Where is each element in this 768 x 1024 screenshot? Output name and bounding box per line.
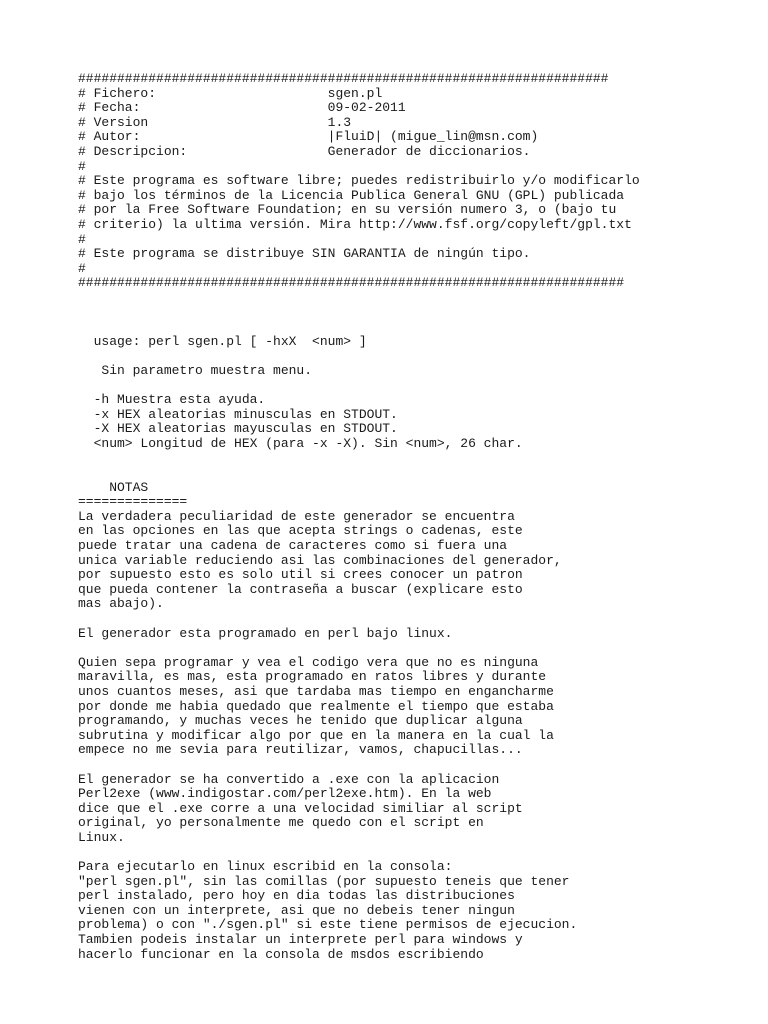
- text-line: Quien sepa programar y vea el codigo vera que no es ninguna: [78, 654, 539, 670]
- text-line: en las opciones en las que acepta strings o cadenas, este: [78, 523, 523, 539]
- license-header: [78, 72, 758, 291]
- notas-heading: NOTAS: [78, 479, 149, 495]
- text-line: unica variable reduciendo asi las combinaciones del generador,: [78, 552, 562, 568]
- text-line: Para ejecutarlo en linux escribid en la consola:: [78, 859, 453, 875]
- paragraph: [78, 773, 758, 846]
- header-license-line: # Este programa es software libre; puedes redistribuirlo y/o modificarlo: [78, 173, 640, 189]
- usage-option: -X HEX aleatorias mayusculas en STDOUT.: [78, 421, 398, 437]
- text-line: problema) o con "./sgen.pl" si este tiene permisos de ejecucion.: [78, 917, 578, 933]
- usage-option: -x HEX aleatorias minusculas en STDOUT.: [78, 406, 398, 422]
- spacer: [78, 349, 758, 364]
- paragraph: [78, 656, 758, 758]
- header-rule-top: ####################################################################: [78, 71, 609, 86]
- usage-block: [78, 335, 758, 452]
- text-line: vienen con un interprete, asi que no debeis tener ningun: [78, 902, 515, 918]
- spacer: [78, 291, 758, 306]
- header-autor: # Autor: |FluiD| (migue_lin@msn.com): [78, 129, 539, 145]
- usage-line: usage: perl sgen.pl [ -hxX <num> ]: [78, 333, 367, 349]
- text-line: perl instalado, pero hoy en dia todas las distribuciones: [78, 888, 515, 904]
- text-line: por donde me habia quedado que realmente el tiempo que estaba: [78, 698, 554, 714]
- text-line: original, yo personalmente me quedo con el script en: [78, 815, 484, 831]
- header-license-line: # bajo los términos de la Licencia Publica General GNU (GPL) publicada: [78, 187, 625, 203]
- text-line: empece no me sevia para reutilizar, vamos, chapucillas...: [78, 742, 523, 758]
- usage-option: <num> Longitud de HEX (para -x -X). Sin <num>, 26 char.: [78, 435, 523, 451]
- text-line: El generador esta programado en perl bajo linux.: [78, 625, 453, 641]
- text-line: que pueda contener la contraseña a buscar (explicare esto: [78, 581, 523, 597]
- text-line: programando, y muchas veces he tenido que duplicar alguna: [78, 713, 523, 729]
- text-line: La verdadera peculiaridad de este generador se encuentra: [78, 508, 515, 524]
- document-body: [78, 72, 758, 962]
- header-license-line: # criterio) la ultima versión. Mira http://www.fsf.org/copyleft/gpl.txt: [78, 216, 632, 232]
- paragraph: [78, 860, 758, 962]
- spacer: [78, 306, 758, 321]
- header-version: # Version 1.3: [78, 114, 352, 130]
- paragraph: [78, 510, 758, 612]
- header-license-line: # por la Free Software Foundation; en su versión numero 3, o (bajo tu: [78, 202, 617, 218]
- header-line: #: [78, 158, 86, 174]
- text-line: Linux.: [78, 829, 125, 845]
- spacer: [78, 466, 758, 481]
- usage-option: -h Muestra esta ayuda.: [78, 392, 266, 408]
- spacer: [78, 845, 758, 860]
- text-line: Perl2exe (www.indigostar.com/perl2exe.htm). En la web: [78, 786, 492, 802]
- header-line: #: [78, 231, 86, 247]
- text-line: hacerlo funcionar en la consola de msdos escribiendo: [78, 946, 484, 962]
- header-descripcion: # Descripcion: Generador de diccionarios.: [78, 143, 531, 159]
- text-line: El generador se ha convertido a .exe con la aplicacion: [78, 771, 500, 787]
- spacer: [78, 641, 758, 656]
- text-line: Tambien podeis instalar un interprete perl para windows y: [78, 932, 523, 948]
- text-line: puede tratar una cadena de caracteres como si fuera una: [78, 538, 508, 553]
- paragraph: [78, 627, 758, 642]
- header-line: #: [78, 260, 86, 276]
- notas-rule: ==============: [78, 494, 188, 510]
- spacer: [78, 758, 758, 773]
- header-fichero: # Fichero: sgen.pl: [78, 85, 383, 101]
- header-rule-bottom: ######################################################################: [78, 275, 625, 291]
- text-line: maravilla, es mas, esta programado en ratos libres y durante: [78, 669, 547, 685]
- spacer: [78, 612, 758, 627]
- text-line: "perl sgen.pl", sin las comillas (por supuesto teneis que tener: [78, 873, 570, 889]
- header-fecha: # Fecha: 09-02-2011: [78, 100, 406, 116]
- spacer: [78, 378, 758, 393]
- header-warranty-line: # Este programa se distribuye SIN GARANTIA de ningún tipo.: [78, 246, 531, 262]
- text-line: por supuesto esto es solo util si crees conocer un patron: [78, 567, 523, 583]
- spacer: [78, 451, 758, 466]
- text-line: dice que el .exe corre a una velocidad similiar al script: [78, 800, 523, 816]
- text-line: unos cuantos meses, asi que tardaba mas tiempo en engancharme: [78, 683, 554, 699]
- text-line: mas abajo).: [78, 596, 164, 612]
- spacer: [78, 320, 758, 335]
- text-line: subrutina y modificar algo por que en la manera en la cual la: [78, 727, 554, 743]
- usage-line: Sin parametro muestra menu.: [78, 362, 313, 378]
